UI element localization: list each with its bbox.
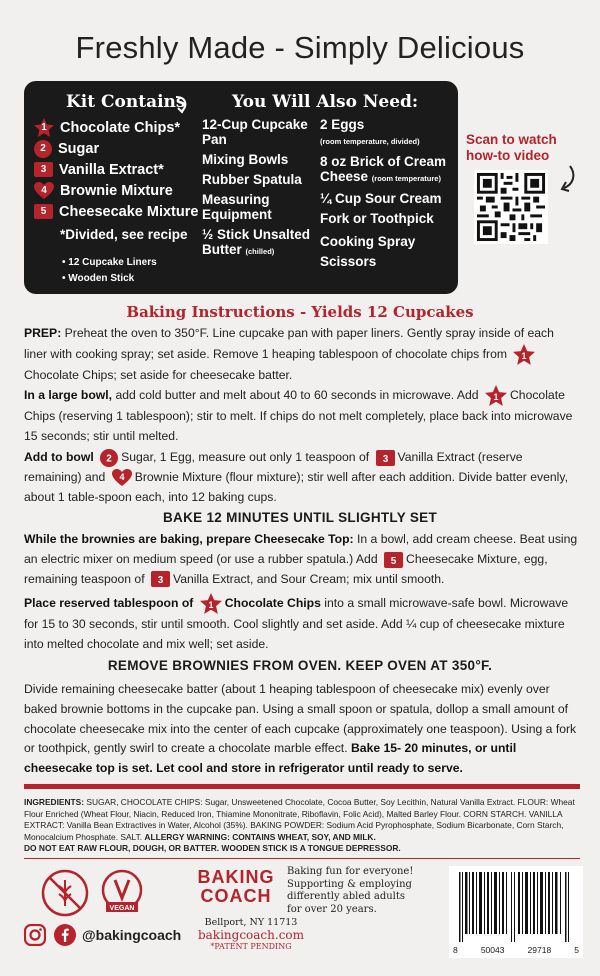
kit-extra-item: • Wooden Stick bbox=[62, 271, 157, 287]
kit-item bbox=[34, 180, 198, 201]
star-badge-icon bbox=[200, 593, 222, 615]
curl-arrow-icon bbox=[172, 95, 192, 117]
kit-item bbox=[34, 117, 198, 138]
scan-label: Scan to watch how-to video bbox=[466, 132, 557, 163]
need-item: ¼ Cup Sour Cream bbox=[320, 191, 442, 206]
need-item: ½ Stick Unsalted Butter (chilled) bbox=[202, 227, 311, 257]
need-column-2 bbox=[320, 117, 460, 274]
scan-arrow-icon bbox=[556, 164, 578, 194]
svg-text:1: 1 bbox=[208, 599, 214, 610]
kit-extras bbox=[62, 255, 157, 287]
heart-badge-icon bbox=[112, 469, 132, 487]
divider bbox=[24, 858, 580, 859]
social-links bbox=[24, 924, 181, 946]
reserved-chips-paragraph: Place reserved tablespoon of 1 Chocolate Chips into a small microwave-safe bowl. Microwave for 15 to 30 seconds, stir until smooth. Cool slightly and set aside. Add ¼ cup of cheesecake mixture into melted chocolate and mix well; set aside. bbox=[24, 593, 580, 655]
gluten-free-icon bbox=[40, 868, 90, 918]
svg-text:3: 3 bbox=[382, 453, 388, 465]
kit-item-label: Sugar bbox=[58, 140, 100, 157]
star-badge-icon: 1 bbox=[34, 118, 54, 138]
star-badge-icon bbox=[485, 385, 507, 407]
heart-badge-icon: 4 bbox=[34, 182, 54, 200]
need-item: 2 Eggs (room temperature, divided) bbox=[320, 117, 420, 146]
vegan-friendly-icon bbox=[98, 868, 146, 918]
instagram-icon[interactable] bbox=[24, 924, 46, 946]
need-item: 8 oz Brick of Cream Cheese (room temperature) bbox=[320, 154, 447, 184]
need-item: 12-Cup Cupcake Pan bbox=[202, 117, 308, 147]
cheesecake-paragraph: While the brownies are baking, prepare Cheesecake Top: In a bowl, add cream cheese. Beat using an electric mixer on medium speed (or use a rubber spatula.) Add 5 Cheesecake Mixture, egg, remaining teaspoon of 3 Vanilla Extract, and Sour Cream; mix until smooth. bbox=[24, 532, 578, 587]
kit-extra-item: • 12 Cupcake Liners bbox=[62, 255, 157, 271]
need-item: Mixing Bowls bbox=[202, 152, 289, 167]
svg-text:2: 2 bbox=[106, 453, 112, 465]
svg-text:1: 1 bbox=[493, 391, 499, 402]
svg-text:4: 4 bbox=[119, 471, 125, 482]
barcode-icon bbox=[449, 866, 583, 944]
barcode-number: 8 50043 29718 5 bbox=[453, 945, 579, 955]
website-link[interactable]: bakingcoach.com bbox=[197, 928, 305, 942]
social-handle[interactable]: @bakingcoach bbox=[82, 927, 182, 943]
svg-text:5: 5 bbox=[390, 555, 397, 567]
bake-heading: BAKE 12 MINUTES UNTIL SLIGHTLY SET bbox=[163, 510, 437, 525]
need-item: Cooking Spray bbox=[320, 234, 416, 249]
facebook-icon[interactable] bbox=[54, 924, 76, 946]
svg-text:3: 3 bbox=[157, 575, 164, 587]
need-column-1 bbox=[202, 117, 322, 264]
need-item: Fork or Toothpick bbox=[320, 211, 434, 226]
square-badge-icon bbox=[376, 450, 395, 466]
square-badge-icon bbox=[151, 571, 170, 587]
kit-item-label: Chocolate Chips* bbox=[60, 119, 181, 136]
square-badge-icon bbox=[384, 552, 403, 568]
square-badge-icon: 3 bbox=[34, 162, 53, 177]
need-heading: You Will Also Need: bbox=[232, 92, 419, 112]
ingredients-block: INGREDIENTS: SUGAR, CHOCOLATE CHIPS: Sugar, Unsweetened Chocolate, Cocoa Butter, Soy Lecithin, Natural Vanilla Extract. FLOUR: Wheat Flour Enriched (Wheat Flour, Niacin, Reduced Iron, Thiamine Mononitrate, Riboflavin, Folic Acid), Malted Barley Flour. CORN STARCH. VANILLA EXTRACT: Vanilla Bean Extractives in Water, Alcohol (35%). BAKING POWDER: Sodium Acid Pyrophosphate, Sodium Bicarbonate, Corn Starch, Monocalcium Phosphate. SALT. ALLERGY WARNING: CONTAINS WHEAT, SOY, AND MILK. DO NOT EAT RAW FLOUR, DOUGH, OR BATTER. WOODEN STICK IS A TONGUE DEPRESSOR. bbox=[24, 797, 575, 853]
melt-paragraph: In a large bowl, add cold butter and melt about 40 to 60 seconds in microwave. Add 1 Chocolate Chips (reserving 1 tablespoon); stir to melt. If chips do not melt completely, place back into microwave 15 seconds; stir until melted. bbox=[24, 385, 580, 447]
tagline: Baking fun for everyone! Supporting & employing differently abled adults for over 20 years. bbox=[287, 866, 414, 915]
kit-list bbox=[34, 117, 198, 222]
remove-heading: REMOVE BROWNIES FROM OVEN. KEEP OVEN AT 350°F. bbox=[107, 658, 493, 673]
instructions-heading: Baking Instructions - Yields 12 Cupcakes bbox=[126, 303, 474, 321]
square-badge-icon: 5 bbox=[34, 204, 53, 219]
kit-item bbox=[34, 201, 198, 222]
star-badge-icon bbox=[513, 344, 535, 366]
page-title: Freshly Made - Simply Delicious bbox=[75, 30, 525, 65]
need-item: Rubber Spatula bbox=[202, 172, 302, 187]
brand-details: Bellport, NY 11713 bakingcoach.com *PATENT PENDING bbox=[186, 917, 316, 953]
need-item: Measuring Equipment bbox=[202, 192, 272, 222]
prep-paragraph: PREP: Preheat the oven to 350°F. Line cupcake pan with paper liners. Gently spray inside of each liner with cooking spray; set aside. Remove 1 heaping tablespoon of chocolate chips from 1 Chocolate Chips; set aside for cheesecake batter. bbox=[24, 326, 554, 382]
svg-text:1: 1 bbox=[521, 350, 527, 361]
divided-note: *Divided, see recipe bbox=[60, 227, 188, 242]
kit-item-label: Vanilla Extract* bbox=[59, 161, 164, 178]
brand-logo: BAKING COACH bbox=[197, 867, 275, 906]
need-item: Scissors bbox=[320, 254, 377, 269]
circle-badge-icon bbox=[100, 449, 118, 467]
kit-heading: Kit Contains bbox=[66, 92, 186, 112]
kit-panel bbox=[24, 81, 458, 294]
final-paragraph: Divide remaining cheesecake batter (about 1 heaping tablespoon of cheesecake mix) evenly over baked brownie bottoms in the cupcake pan. Using a small spoon or spatula, dollop a small amount of chocolate cheesecake mix into the center of each cupcake (approximately one teaspoon). Using a fork or toothpick, gently swirl to create a chocolate marble effect. Bake 15- 20 minutes, or until cheesecake top is set. Let cool and store in refrigerator until ready to serve. bbox=[24, 682, 577, 776]
qr-code[interactable] bbox=[474, 170, 548, 244]
svg-text:VEGAN: VEGAN bbox=[109, 905, 135, 912]
circle-badge-icon: 2 bbox=[34, 140, 52, 158]
kit-item-label: Cheesecake Mixture bbox=[59, 203, 199, 220]
kit-item bbox=[34, 159, 198, 180]
kit-item-label: Brownie Mixture bbox=[60, 182, 173, 199]
add-paragraph: Add to bowl 2 Sugar, 1 Egg, measure out only 1 teaspoon of 3 Vanilla Extract (reserve remaining) and 4 Brownie Mixture (flour mixture); stir well after each addition. Divide batter evenly, about 1 table-spoon each, into 12 baking cups. bbox=[24, 450, 568, 504]
kit-item bbox=[34, 138, 198, 159]
divider bbox=[24, 784, 580, 789]
